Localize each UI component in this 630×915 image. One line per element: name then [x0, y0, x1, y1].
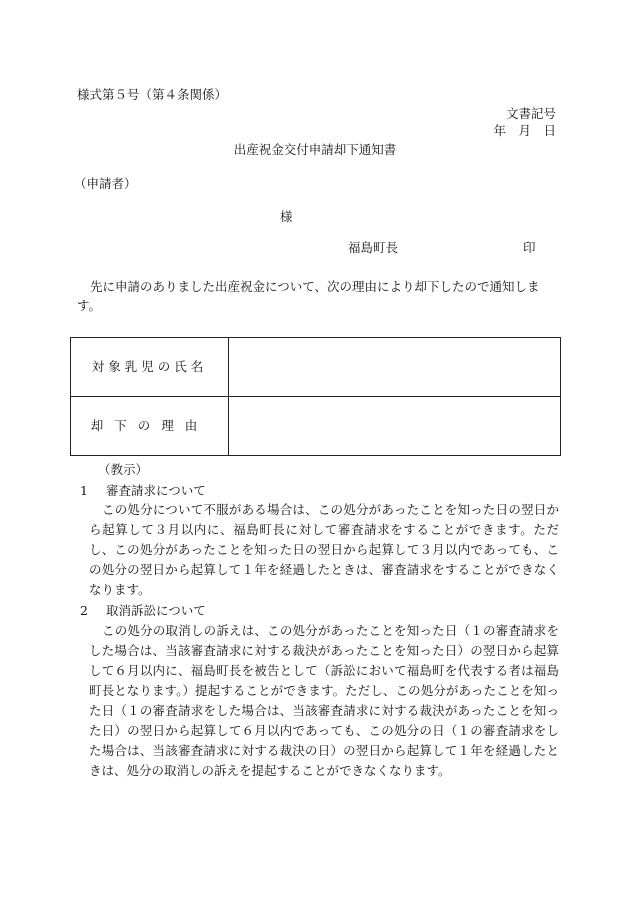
section-1-heading — [80, 481, 206, 500]
table-label-infant-name: 対象乳児の氏名 — [71, 338, 229, 397]
table-label-rejection-reason: 却下の理由 — [71, 397, 229, 456]
section-2-heading — [80, 601, 206, 620]
section-title: 審査請求について — [106, 483, 206, 498]
notice-heading: （教示） — [98, 462, 149, 477]
table-value-rejection-reason — [229, 397, 561, 456]
section-2-body: この処分の取消しの訴えは、この処分があったことを知った日（１の審査請求をした場合は、当該審査請求に対する裁決があったことを知った日）の翌日から起算して６月以内に、福島町長を被告として（訴訟において福島町を代表する者は福島町長となります。）提起することができます。ただし、この処分があったことを知った日（１の審査請求をした場合は、当該審査請求に対する裁決があったことを知った日）の翌日から起算して６月以内であっても、この処分の日（１の審査請求をした場合は、当該審査請求に対する裁決の日）の翌日から起算して１年を経過したときは、処分の取消しの訴えを提起することができなくなります。 — [89, 623, 559, 778]
table-row — [71, 338, 561, 397]
form-number: 様式第５号（第４条関係） — [77, 87, 228, 102]
table-value-infant-name — [229, 338, 561, 397]
section-number: 1 — [80, 483, 88, 498]
seal-mark: 印 — [523, 240, 536, 255]
issuer-name: 福島町長 — [348, 240, 399, 255]
info-table — [70, 337, 561, 456]
applicant-label: （申請者） — [74, 176, 137, 191]
document-number-label: 文書記号 — [505, 106, 556, 121]
table-row — [71, 397, 561, 456]
document-title: 出産祝金交付申請却下通知書 — [233, 142, 397, 157]
honorific-sama: 様 — [280, 209, 293, 224]
section-title: 取消訴訟について — [106, 603, 206, 618]
section-number: 2 — [80, 603, 88, 618]
section-1-body: この処分について不服がある場合は、この処分があったことを知った日の翌日から起算して３月以内に、福島町長に対して審査請求をすることができます。ただし、この処分があったことを知った日の翌日から起算して３月以内であっても、この処分の翌日から起算して１年を経過したときは、審査請求をすることができなくなります。 — [89, 502, 559, 597]
intro-paragraph: 先に申請のありました出産祝金について、次の理由により却下したので通知します。 — [77, 279, 540, 314]
document-date-label: 年 月 日 — [493, 123, 556, 138]
